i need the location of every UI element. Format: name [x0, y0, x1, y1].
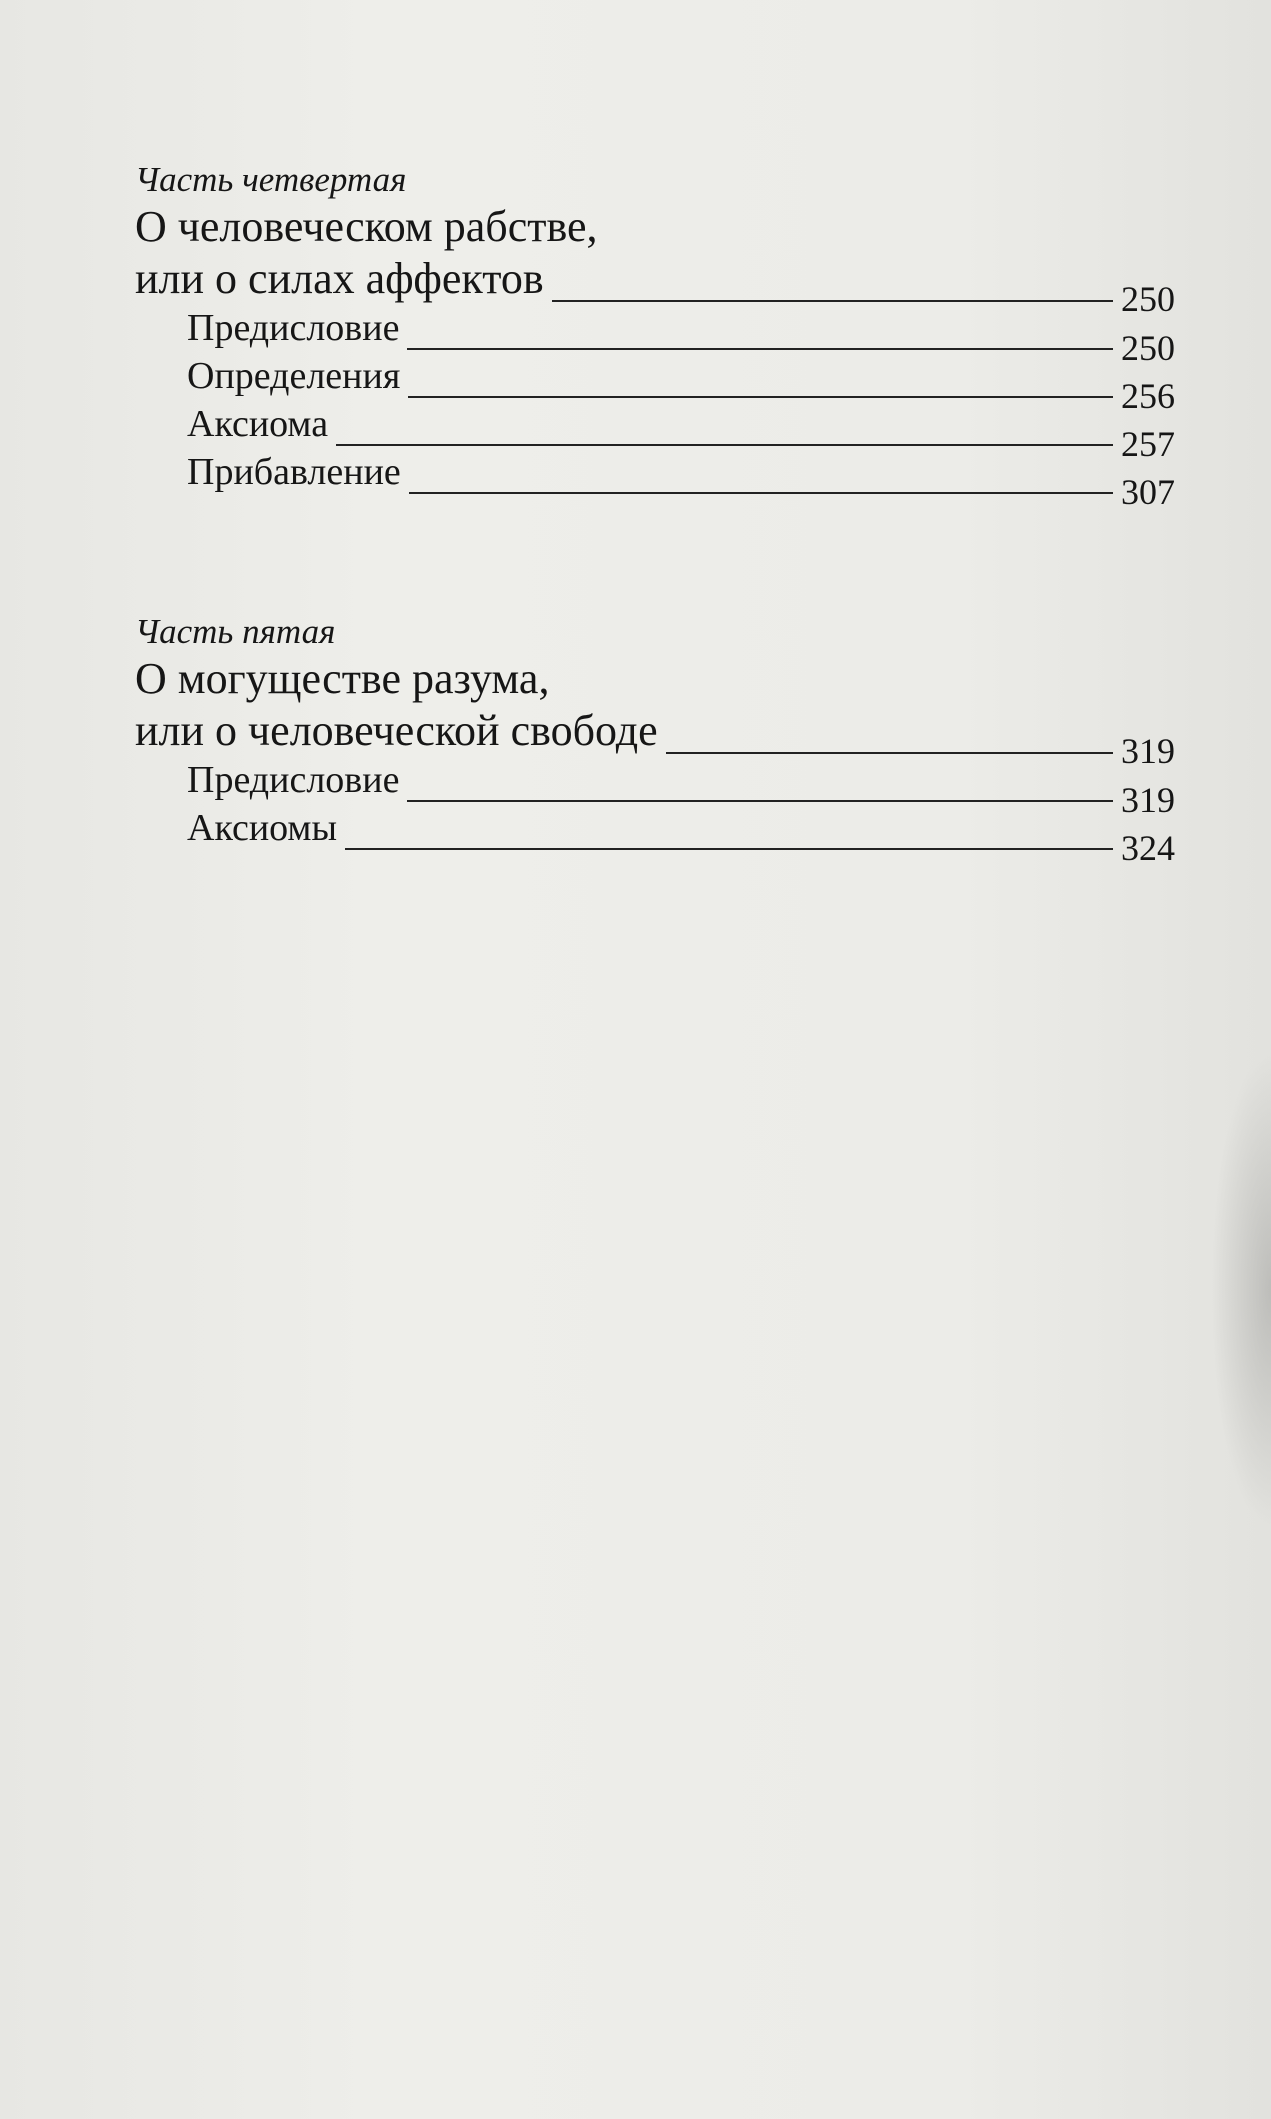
entry-label: Аксиомы	[187, 807, 338, 849]
dot-leader	[408, 396, 1113, 398]
page-number: 256	[1121, 376, 1175, 416]
toc-entry-title	[135, 254, 1175, 319]
toc-entry	[135, 400, 1175, 464]
page-number: 324	[1121, 828, 1175, 868]
entry-label: Предисловие	[187, 759, 400, 801]
dot-leader	[409, 492, 1113, 494]
dot-leader	[552, 300, 1113, 302]
toc-entry	[135, 304, 1175, 368]
toc-entry	[135, 804, 1175, 868]
entry-label: Определения	[187, 355, 401, 397]
dot-leader	[407, 800, 1113, 802]
page-number: 257	[1121, 424, 1175, 464]
page-edge-shadow	[1211, 1050, 1271, 1530]
page-number: 307	[1121, 472, 1175, 512]
dot-leader	[345, 848, 1113, 850]
part-label: Часть четвертая	[135, 160, 407, 199]
toc-entry-title	[135, 706, 1175, 771]
part-title-line: О человеческом рабстве,	[135, 202, 598, 251]
page-number: 319	[1121, 780, 1175, 820]
page-number: 250	[1121, 279, 1175, 319]
toc-section-part-four	[135, 160, 1175, 512]
part-title-line: О могуществе разума,	[135, 654, 550, 703]
toc-section-part-five	[135, 612, 1175, 868]
page-number: 319	[1121, 731, 1175, 771]
dot-leader	[666, 752, 1113, 754]
entry-label: Предисловие	[187, 307, 400, 349]
part-title-line: или о силах аффектов	[135, 254, 544, 303]
part-title-line: или о человеческой свободе	[135, 706, 658, 755]
entry-label: Аксиома	[187, 403, 329, 445]
dot-leader	[407, 348, 1113, 350]
dot-leader	[336, 444, 1113, 446]
toc-entry	[135, 756, 1175, 820]
entry-label: Прибавление	[187, 451, 401, 493]
toc-entry	[135, 352, 1175, 416]
part-label: Часть пятая	[135, 612, 336, 651]
page-number: 250	[1121, 328, 1175, 368]
toc-entry	[135, 448, 1175, 512]
